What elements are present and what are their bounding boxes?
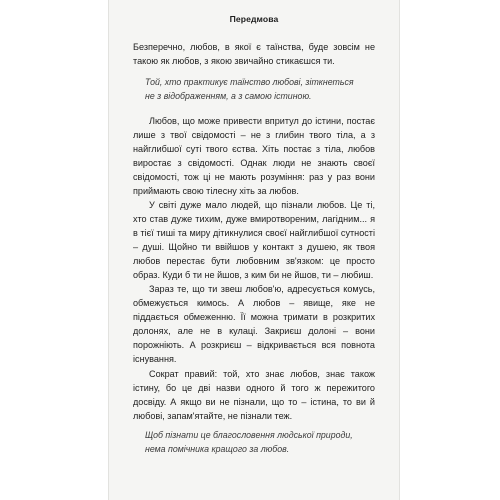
quote-2-line-1: Щоб пізнати це благословення людської природи, xyxy=(145,429,353,440)
paragraph-5: Сократ правий: той, хто знає любов, знає також істину, бо це дві назви одного й того ж пережитого досвіду. А якщо ви не пізнали, що то – істина, то ви й любові, запам'ятайте, не пізнали теж. xyxy=(133,368,375,421)
paragraph-1: Безперечно, любов, в якої є таїнства, буде зовсім не такою як любов, з якою звичайно стикаєшся ти. xyxy=(133,42,375,67)
quote-1-line-1: Той, хто практикує таїнство любові, зіткнеться xyxy=(145,77,354,88)
quote-1-line-2: не з відображенням, а з самою істиною. xyxy=(145,90,312,101)
paragraph-4: Зараз те, що ти звеш любов'ю, адресується комусь, обмежується кимось. А любов – явище, яке не піддається обмеженню. Її можна тримати в розкритих долонях, але не в кулаці. Закриєш долоні – вони порожніють. А розкриєш – відкривається вся повнота існування. xyxy=(133,284,375,365)
book-page xyxy=(108,0,400,500)
running-head: Передмова xyxy=(229,14,279,24)
quote-2 xyxy=(133,429,375,457)
paragraph-2: Любов, що може привести впритул до істини, постає лише з твої свідомості – не з глибин твого тіла, а з найглибшої суті твого єства. Хіть постає з тіла, любов виростає з свідомості. Однак люди не знають своєї свідомості, тож ці не мають розуміння: раз у раз вони приймають свою тілесну хіть за любов. xyxy=(133,115,375,196)
quote-2-line-2: нема помічника кращого за любов. xyxy=(145,443,290,454)
paragraph-3: У світі дуже мало людей, що пізнали любов. Це ті, хто став дуже тихим, дуже вмиротвореним, лагідним... я в тієї тиші та миру дітикнулися своєї найглибшої сутності – душі. Щойно ти ввійшов у контакт з душею, як твоя любов перестає бути любовним зв'язком: це просто образ. Куди б ти не йшов, з ким би не йшов, ти – любиш. xyxy=(133,199,375,281)
quote-1 xyxy=(133,76,375,104)
